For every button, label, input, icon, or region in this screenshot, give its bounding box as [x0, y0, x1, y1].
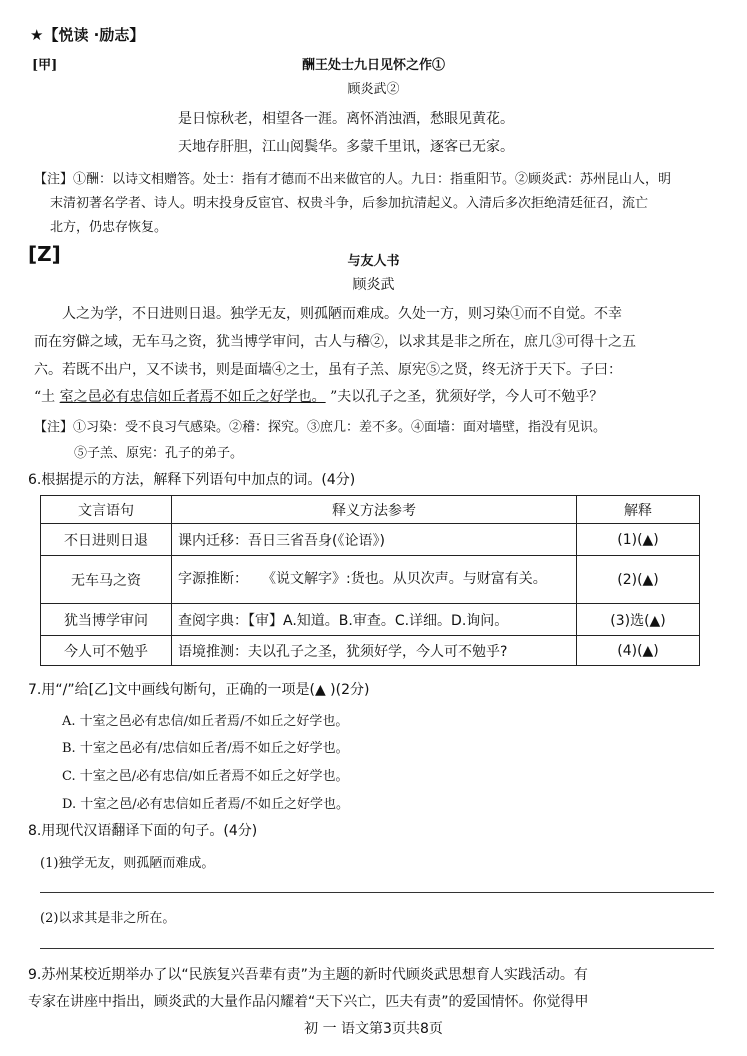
q6-sentence-1: 不日进则日退: [41, 524, 172, 556]
letter-text-line-2: 而在穷僻之域，无车马之资，犹当博学审问，古人与稽②，以求其是非之所在，庶几③可得十之五: [34, 334, 636, 350]
q8-item-1: (1)独学无友，则孤陋而难成。: [40, 856, 215, 871]
q8-answer-line-1[interactable]: [40, 892, 714, 893]
q8-prompt: 8.用现代汉语翻译下面的句子。(4分): [28, 823, 258, 839]
table-row: [41, 524, 700, 556]
letter-text-line-1: 人之为学，不日进则日退。独学无友，则孤陋而难成。久处一方，则习染①而不自觉。不幸: [62, 306, 622, 322]
q8-answer-line-2[interactable]: [40, 948, 714, 949]
page-footer: 初 一 语文第3页共8页: [304, 1021, 443, 1037]
part-a-label: [甲]: [32, 58, 58, 73]
underlined-quote: 室之邑必有忠信如丘者焉不如丘之好学也。: [59, 389, 326, 405]
poem-title: 酬王处士九日见怀之作①: [301, 58, 445, 73]
q6-sentence-4: 今人可不勉乎: [41, 636, 172, 666]
q6-answer-2[interactable]: (2)(▲): [577, 556, 700, 604]
part-a-note-2: 末清初著名学者、诗人。明末投身反宦官、权贵斗争，后参加抗清起义。入清后多次拒绝清廷征召，流亡: [50, 196, 649, 211]
poem-author: 顾炎武②: [347, 82, 400, 97]
table-row: [41, 604, 700, 636]
q7-prompt: 7.用“/”给[乙]文中画线句断句，正确的一项是(▲ )(2分): [28, 682, 370, 698]
q6-header-answer: 解释: [577, 496, 700, 524]
quote-prefix: “土: [34, 389, 56, 405]
q6-header-row: [41, 496, 700, 524]
q7-option-d[interactable]: D. 十室之邑/必有忠信如丘者焉/不如丘之好学也。: [62, 797, 349, 812]
q6-header-sentence: 文言语句: [41, 496, 172, 524]
q6-method-4: 语境推测：夫以孔子之圣，犹须好学，今人可不勉乎?: [172, 636, 577, 666]
q6-answer-3[interactable]: (3)选(▲): [577, 604, 700, 636]
q6-answer-4[interactable]: (4)(▲): [577, 636, 700, 666]
letter-author: 顾炎武: [352, 277, 395, 293]
q7-option-a[interactable]: A. 十室之邑必有忠信/如丘者焉/不如丘之好学也。: [62, 714, 349, 729]
q6-sentence-3: 犹当博学审问: [41, 604, 172, 636]
letter-text-line-4: [34, 386, 603, 406]
q9-line-1: 9.苏州某校近期举办了以“民族复兴吾辈有责”为主题的新时代顾炎武思想育人实践活动。有: [28, 967, 588, 983]
letter-title: 与友人书: [347, 254, 400, 269]
q6-answer-1[interactable]: (1)(▲): [577, 524, 700, 556]
q9-line-2: 专家在讲座中指出，顾炎武的大量作品闪耀着“天下兴亡，匹夫有责”的爱国情怀。你觉得甲: [28, 994, 589, 1010]
q7-option-c[interactable]: C. 十室之邑/必有忠信/如丘者焉不如丘之好学也。: [62, 769, 349, 784]
q6-sentence-2: 无车马之资: [41, 556, 172, 604]
poem-line-1: 是日惊秋老，相望各一涯。离怀消浊酒，愁眼见黄花。: [178, 111, 514, 127]
part-b-note-2: ⑤子羔、原宪：孔子的弟子。: [74, 446, 244, 461]
q6-header-method: 释义方法参考: [172, 496, 577, 524]
table-row: [41, 556, 700, 604]
part-b-label: [Z]: [28, 242, 61, 266]
table-row: [41, 636, 700, 666]
letter-text-line-3: 六。若既不出户，又不读书，则是面墙④之士，虽有子羔、原宪⑤之贤，终无济于天下。子曰：: [34, 362, 622, 378]
section-title: ★【悦读 ·励志】: [30, 26, 145, 44]
q8-item-2: (2)以求其是非之所在。: [40, 911, 176, 926]
q7-option-b[interactable]: B. 十室之邑必有/忠信如丘者/焉不如丘之好学也。: [62, 741, 349, 756]
poem-line-2: 天地存肝胆，江山阅鬓华。多蒙千里讯，逐客已无家。: [178, 139, 514, 155]
q6-method-2: 字源推断： 《说文解字》:货也。从贝次声。与财富有关。: [172, 556, 577, 604]
q6-table: [40, 495, 700, 666]
part-a-note-1: 【注】①酬：以诗文相赠答。处士：指有才德而不出来做官的人。九日：指重阳节。②顾炎武：苏州昆山人，明: [34, 172, 672, 187]
quote-suffix: ”夫以孔子之圣，犹须好学，今人可不勉乎？: [330, 389, 604, 405]
part-b-note-1: 【注】①习染：受不良习气感染。②稽：探究。③庶几：差不多。④面墙：面对墙壁，指没有见识。: [34, 420, 607, 435]
part-a-note-3: 北方，仍忠存恢复。: [50, 220, 168, 235]
q6-method-3: 查阅字典：【审】A.知道。B.审查。C.详细。D.询问。: [172, 604, 577, 636]
q6-prompt: 6.根据提示的方法，解释下列语句中加点的词。(4分): [28, 472, 356, 488]
q6-method-1: 课内迁移：吾日三省吾身(《论语》): [172, 524, 577, 556]
